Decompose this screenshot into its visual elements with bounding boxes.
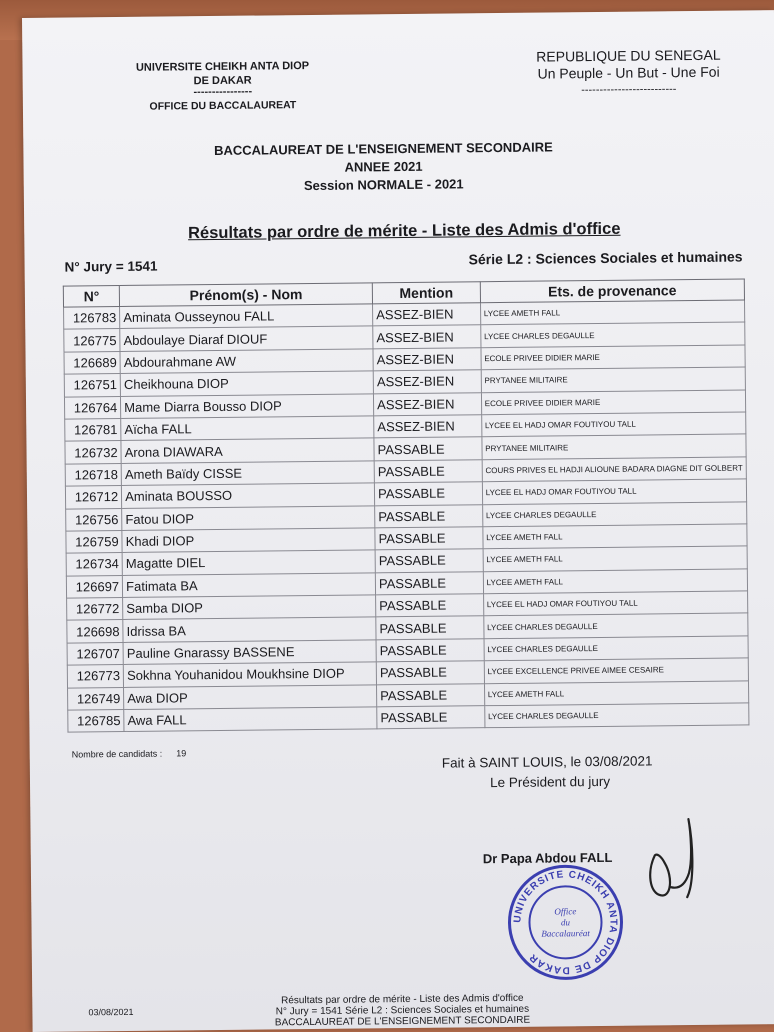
candidate-mention: PASSABLE xyxy=(376,616,484,640)
jury-number: N° Jury = 1541 xyxy=(64,258,158,275)
candidate-name: Samba DIOP xyxy=(123,595,376,620)
header-name: Prénom(s) - Nom xyxy=(119,283,372,307)
candidate-count-value: 19 xyxy=(176,748,187,759)
candidate-number: 126749 xyxy=(68,687,124,710)
candidate-name: Abdoulaye Diaraf DIOUF xyxy=(120,326,373,351)
candidate-school: LYCEE CHARLES DEGAULLE xyxy=(483,613,748,638)
candidate-number: 126772 xyxy=(67,598,123,621)
candidate-school: COURS PRIVES EL HADJI ALIOUNE BADARA DIAGNE DIT GOLBERT xyxy=(482,457,747,482)
candidate-name: Mame Diarra Bousso DIOP xyxy=(121,393,374,418)
candidate-number: 126698 xyxy=(67,620,123,643)
exam-session: Session NORMALE - 2021 xyxy=(303,176,464,194)
candidate-mention: PASSABLE xyxy=(376,639,484,663)
candidate-school: ECOLE PRIVEE DIDIER MARIE xyxy=(481,345,746,370)
footer-line2: N° Jury = 1541 Série L2 : Sciences Sociales et humaines xyxy=(275,1003,530,1018)
candidate-school: LYCEE EL HADJ OMAR FOUTIYOU TALL xyxy=(483,591,748,616)
header-mention: Mention xyxy=(372,282,480,304)
candidate-mention: PASSABLE xyxy=(377,683,485,707)
candidate-school: LYCEE CHARLES DEGAULLE xyxy=(480,322,745,347)
candidate-school: LYCEE AMETH FALL xyxy=(483,524,748,549)
header-right-dashes: -------------------------- xyxy=(581,83,677,97)
candidate-name: Abdourahmane AW xyxy=(120,349,373,374)
candidate-name: Aminata BOUSSO xyxy=(122,483,375,508)
page-footer xyxy=(252,993,552,1029)
candidate-mention: PASSABLE xyxy=(376,661,484,685)
candidate-mention: PASSABLE xyxy=(374,437,482,461)
candidate-number: 126718 xyxy=(65,463,121,486)
candidate-number: 126707 xyxy=(67,642,123,665)
university-name: UNIVERSITE CHEIKH ANTA DIOP xyxy=(135,59,310,74)
candidate-name: Idrissa BA xyxy=(123,617,376,642)
candidate-name: Sokhna Youhanidou Moukhsine DIOP xyxy=(123,662,376,687)
candidate-name: Cheikhouna DIOP xyxy=(120,371,373,396)
candidate-number: 126734 xyxy=(66,553,122,576)
list-title: Résultats par ordre de mérite - Liste des Admis d'office xyxy=(187,219,621,243)
candidate-number: 126764 xyxy=(64,396,120,419)
exam-title-line1: BACCALAUREAT DE L'ENSEIGNEMENT SECONDAIRE xyxy=(213,139,553,158)
candidate-number: 126783 xyxy=(64,306,120,329)
candidate-school: LYCEE AMETH FALL xyxy=(480,300,745,325)
candidate-count xyxy=(72,748,187,759)
university-city: DE DAKAR xyxy=(193,74,252,88)
candidate-school: PRYTANEE MILITAIRE xyxy=(481,367,746,392)
candidate-school: PRYTANEE MILITAIRE xyxy=(482,434,747,459)
candidate-number: 126785 xyxy=(68,710,124,733)
place-date: Fait à SAINT LOUIS, le 03/08/2021 xyxy=(441,753,653,771)
candidate-mention: PASSABLE xyxy=(375,571,483,595)
candidate-school: LYCEE CHARLES DEGAULLE xyxy=(484,636,749,661)
republic-name: REPUBLIQUE DU SENEGAL xyxy=(536,46,721,65)
candidate-number: 126689 xyxy=(64,351,120,374)
candidate-mention: PASSABLE xyxy=(375,549,483,573)
candidate-name: Arona DIAWARA xyxy=(121,438,374,463)
candidate-mention: PASSABLE xyxy=(377,706,485,730)
candidate-number: 126759 xyxy=(66,530,122,553)
candidate-count-label: Nombre de candidats : xyxy=(71,748,163,760)
footer-line1: Résultats par ordre de mérite - Liste des Admis d'office xyxy=(281,992,524,1007)
candidate-name: Fatimata BA xyxy=(122,573,375,598)
exam-title xyxy=(173,138,594,196)
president-name: Dr Papa Abdou FALL xyxy=(482,849,613,867)
candidate-name: Awa DIOP xyxy=(124,684,377,709)
serie-label: Série L2 : Sciences Sociales et humaines xyxy=(468,248,743,268)
candidate-name: Pauline Gnarassy BASSENE xyxy=(123,640,376,665)
candidate-mention: PASSABLE xyxy=(376,594,484,618)
candidate-number: 126751 xyxy=(64,374,120,397)
header-school: Ets. de provenance xyxy=(480,279,745,303)
candidate-mention: ASSEZ-BIEN xyxy=(373,370,481,394)
candidate-name: Aminata Ousseynou FALL xyxy=(120,304,373,329)
header-number: N° xyxy=(63,285,119,307)
document-page xyxy=(22,10,774,1032)
candidate-school: LYCEE EXCELLENCE PRIVEE AIMEE CESAIRE xyxy=(484,658,749,683)
seal-text: Office xyxy=(554,906,577,917)
candidate-name: Khadi DIOP xyxy=(122,528,375,553)
seal-text: du xyxy=(560,917,571,928)
candidate-mention: ASSEZ-BIEN xyxy=(373,303,481,327)
jury-president-label: Le Président du jury xyxy=(489,773,611,791)
exam-year: ANNEE 2021 xyxy=(344,158,423,175)
candidate-mention: ASSEZ-BIEN xyxy=(374,392,482,416)
candidate-school: LYCEE EL HADJ OMAR FOUTIYOU TALL xyxy=(481,412,746,437)
candidate-school: ECOLE PRIVEE DIDIER MARIE xyxy=(481,390,746,415)
header-left-dashes: ---------------- xyxy=(193,85,253,99)
table-body xyxy=(64,300,749,733)
candidate-name: Fatou DIOP xyxy=(122,505,375,530)
candidate-mention: ASSEZ-BIEN xyxy=(373,347,481,371)
candidate-number: 126697 xyxy=(66,575,122,598)
candidate-school: LYCEE AMETH FALL xyxy=(483,569,748,594)
header-right xyxy=(528,47,729,100)
candidate-mention: PASSABLE xyxy=(375,527,483,551)
footer-line3: BACCALAUREAT DE L'ENSEIGNEMENT SECONDAIRE xyxy=(274,1014,531,1029)
office-name: OFFICE DU BACCALAUREAT xyxy=(149,99,297,113)
candidate-number: 126732 xyxy=(65,441,121,464)
candidate-number: 126756 xyxy=(66,508,122,531)
candidate-mention: ASSEZ-BIEN xyxy=(374,415,482,439)
candidate-mention: ASSEZ-BIEN xyxy=(373,325,481,349)
candidate-school: LYCEE AMETH FALL xyxy=(484,681,749,706)
seal-text: Baccalauréat xyxy=(541,928,590,939)
candidate-number: 126781 xyxy=(65,418,121,441)
candidate-name: Magatte DIEL xyxy=(122,550,375,575)
candidate-school: LYCEE EL HADJ OMAR FOUTIYOU TALL xyxy=(482,479,747,504)
handwritten-signature xyxy=(626,811,717,902)
university-seal xyxy=(505,862,626,983)
results-table xyxy=(63,278,750,733)
candidate-name: Awa FALL xyxy=(124,707,377,732)
candidate-school: LYCEE CHARLES DEGAULLE xyxy=(482,501,747,526)
candidate-school: LYCEE CHARLES DEGAULLE xyxy=(484,703,749,728)
header-left xyxy=(122,59,323,114)
candidate-mention: PASSABLE xyxy=(374,482,482,506)
candidate-number: 126712 xyxy=(65,486,121,509)
candidate-school: LYCEE AMETH FALL xyxy=(483,546,748,571)
candidate-number: 126773 xyxy=(67,665,123,688)
candidate-name: Aïcha FALL xyxy=(121,416,374,441)
seal-text: UNIVERSITE CHEIKH ANTA DIOP DE DAKAR xyxy=(512,869,619,976)
footer-date: 03/08/2021 xyxy=(88,1006,134,1018)
candidate-number: 126775 xyxy=(64,329,120,352)
candidate-mention: PASSABLE xyxy=(375,504,483,528)
candidate-name: Ameth Baïdy CISSE xyxy=(121,461,374,486)
republic-motto: Un Peuple - Un But - Une Foi xyxy=(537,63,720,82)
candidate-mention: PASSABLE xyxy=(374,459,482,483)
